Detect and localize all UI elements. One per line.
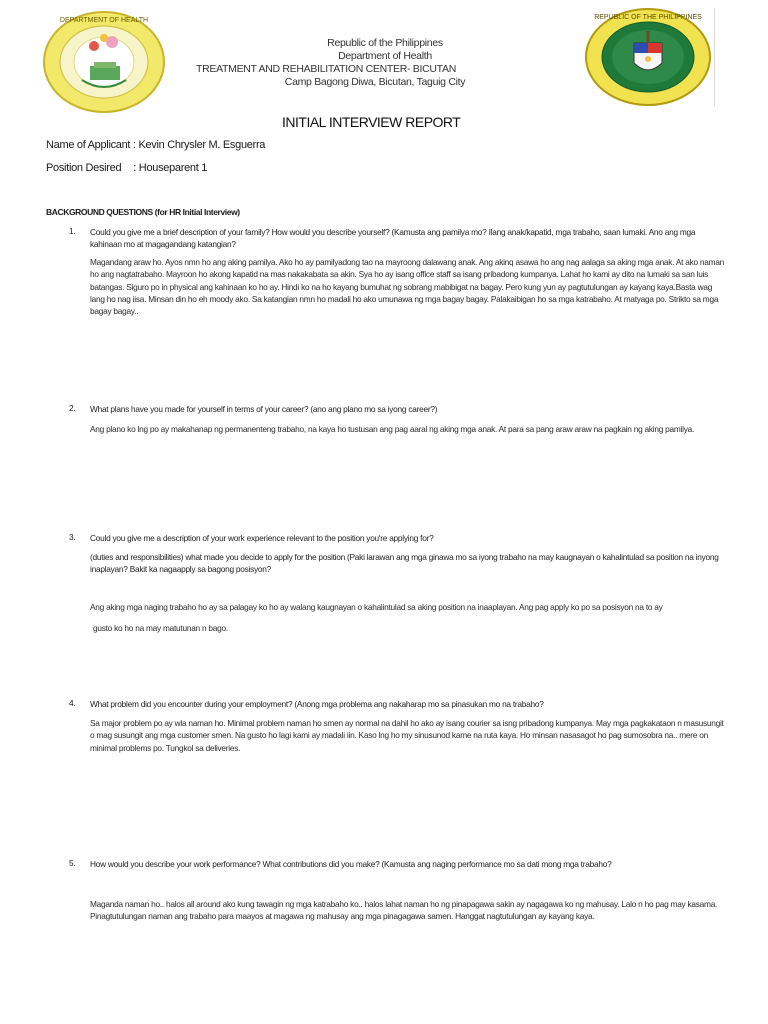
doh-republic-seal	[584, 7, 712, 107]
answer-text: Ang aking mga naging trabaho ho ay sa palagay ko ho ay walang kaugnayan o kahalintulad sa aking position na inaaplayan. Ang pag apply ko po sa posisyon na to ay	[90, 602, 663, 612]
answer-text-continued: gusto ko ho na may matutunan n bago.	[93, 623, 228, 633]
header-center-name: TREATMENT AND REHABILITATION CENTER- BICUTAN	[195, 63, 457, 75]
applicant-name: Name of Applicant : Kevin Chrysler M. Esguerra	[46, 139, 266, 151]
position-desired-label: Position Desired	[46, 162, 122, 174]
question-subtext: (duties and responsibilities) what made you decide to apply for the position (Paki larawan ang mga ginawa mo sa iyong trabaho na may kaugnayan o kahalintulad sa position na inyong inaplayan? Bakit ka nagaapply sa bagong posisyon?	[90, 552, 719, 575]
svg-text:DEPARTMENT OF HEALTH: DEPARTMENT OF HEALTH	[59, 17, 149, 24]
question-number: 5.	[69, 858, 76, 868]
question-text: Could you give me a description of your work experience relevant to the position you're applying for?	[90, 533, 434, 543]
header-republic: Republic of the Philippines	[327, 37, 443, 49]
section-heading: BACKGROUND QUESTIONS (for HR Initial Interview)	[46, 207, 240, 217]
question-number: 4.	[69, 698, 76, 708]
question-text: What plans have you made for yourself in terms of your career? (ano ang plano mo sa iyong career?)	[90, 404, 438, 414]
doh-trc-logo	[42, 10, 166, 114]
question-text: How would you describe your work performance? What contributions did you make? (Kamusta ang naging performance mo sa dati mong mga trabaho?	[90, 859, 612, 869]
answer-text: Maganda naman ho.. halos all around ako kung tawagin ng mga katrabaho ko.. halos lahat naman ho ng pinapagawa sakin ay nagagawa ko ng mahusay. Lalo n ho pag may kasama. Pinagtutulungan naman ang trabaho para maayos at magawa ng mahusay ang mga pinagagawa samen. Hanggat nagtutulungan ay kayang kaya.	[90, 899, 718, 922]
question-text: What problem did you encounter during your employment? (Anong mga problema ang nakaharap mo sa pinasukan mo na trabaho?	[90, 699, 544, 709]
page-edge-divider	[714, 8, 715, 106]
question-number: 3.	[69, 532, 76, 542]
svg-text:REPUBLIC OF THE PHILIPPINES: REPUBLIC OF THE PHILIPPINES	[594, 14, 702, 21]
answer-text: Ang plano ko lng po ay makahanap ng permanenteng trabaho, na kaya ho tustusan ang pag aaral ng aking mga anak. At para sa pang araw araw na pagkain ng aking pamilya.	[90, 424, 695, 434]
question-number: 1.	[69, 226, 76, 236]
report-title: INITIAL INTERVIEW REPORT	[282, 114, 461, 130]
answer-text: Sa major problem po ay wla naman ho. Minimal problem naman ho smen ay normal na dahil ho ako ay isang courier sa isng pribadong kumpanya. May mga pagkakataon n masusungit o mag susungit ang mga customer smen. Na gusto ho lagi kami ay madali iin. Kaso lng ho my sinusunod kame na ruta kaya. Ho minsan nasasagot ho pag sumosobra na.. mere on minimal problems po. Tungkol sa deliveries.	[90, 718, 724, 753]
answer-text: Magandang araw ho. Ayos nmn ho ang aking pamilya. Ako ho ay pamilyadong tao na mayroong dalawang anak. Ang akinq asawa ho ang nag aalaga sa aking mga anak. At ako naman ho ang nagtatrabaho. Mayroon ho akong kapatid na mas nakakabata sa akin. Sya ho ay isang office staff sa isang pribadong kumpanya. Lahat ho kami ay dito na lumaki sa san luis batangas. Siguro po in physical ang kahinaan ko ho ay. Hindi ko na ho kayang bumuhat ng sobrang mabibigat na bagay. Pero kung yun ay pagtutulungan ay kayang kaya.Basta wag lang ho nag iisa. Minsan din ho eh moody ako. Sa katangian nmn ho madali ho ako umunawa ng mga bagay bagay. Palakaibigan ho sa mga katrabaho. At matyaga po. Strikto sa mga bagay bagay..	[90, 257, 725, 317]
question-text: Could you give me a brief description of your family? How would you describe yourself? (Kamusta ang pamilya mo? Ilang anak/kapatid, mga trabaho, saan lumaki. Ano ang mga kahinaan mo at magagandang katangian?	[90, 227, 696, 250]
header-department: Department of Health	[338, 50, 432, 62]
position-desired-row	[46, 162, 207, 174]
header-address: Camp Bagong Diwa, Bicutan, Taguig City	[284, 76, 466, 88]
question-number: 2.	[69, 403, 76, 413]
position-desired-value: : Houseparent 1	[133, 162, 208, 174]
